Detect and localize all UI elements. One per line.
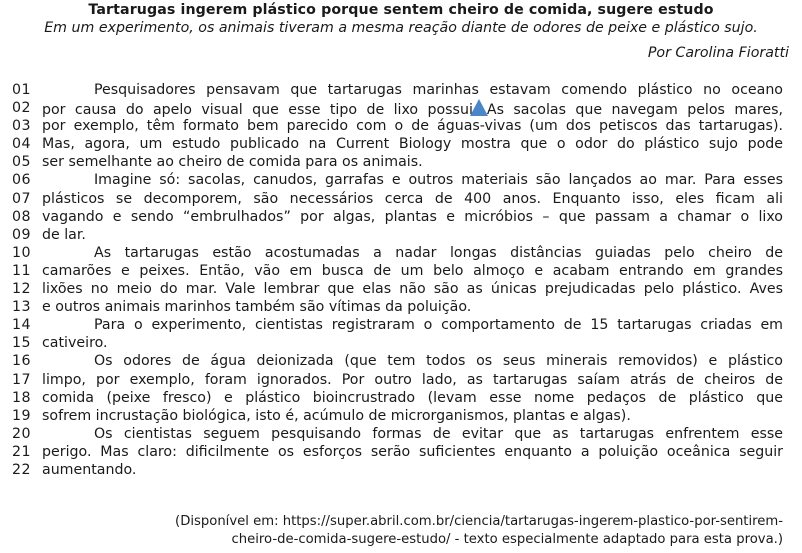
line-text: Para o experimento, cientistas registraram o comportamento de 15 tartarugas criadas em: [94, 317, 783, 334]
line-text: lixões no meio do mar. Vale lembrar que elas não são as únicas prejudicadas pelo plástico. Aves: [42, 281, 783, 298]
line-number: 06: [12, 172, 32, 189]
text-cursor-icon: [470, 99, 488, 116]
line-number: 08: [12, 208, 32, 225]
text-line-09: [0, 226, 802, 244]
source-line-2: cheiro-de-comida-sugere-estudo/ - texto especialmente adaptado para esta prova.): [231, 532, 783, 547]
text-line-19: [0, 407, 802, 425]
line-number: 02: [12, 100, 32, 117]
line-number: 14: [12, 317, 32, 334]
text-line-14: [0, 316, 802, 334]
line-number: 19: [12, 407, 32, 424]
text-line-21: [0, 443, 802, 461]
line-number: 13: [12, 299, 32, 316]
text-line-22: [0, 461, 802, 479]
line-text: Os odores de água deionizada (que tem todos os seus minerais removidos) e plástico: [94, 353, 783, 370]
line-number: 20: [12, 425, 32, 442]
line-text: sofrem incrustação biológica, isto é, acúmulo de microrganismos, plantas e algas).: [42, 407, 631, 424]
line-text: Imagine só: sacolas, canudos, garrafas e outros materiais são lançados ao mar. Para esses: [94, 172, 783, 189]
line-text: cativeiro.: [42, 335, 108, 352]
text-line-11: [0, 262, 802, 280]
text-line-02: [0, 99, 802, 117]
source-citation: [175, 513, 783, 549]
text-line-15: [0, 334, 802, 352]
article-byline: Por Carolina Fioratti: [647, 45, 789, 61]
line-number: 22: [12, 461, 32, 478]
text-line-01: [0, 81, 802, 99]
text-line-06: [0, 171, 802, 189]
text-line-08: [0, 208, 802, 226]
text-line-10: [0, 244, 802, 262]
line-number: 07: [12, 190, 32, 207]
line-text: limpo, por exemplo, foram ignorados. Por outro lado, as tartarugas saíam atrás de cheiros de: [42, 371, 783, 388]
line-number: 10: [12, 244, 32, 261]
line-text: Os cientistas seguem pesquisando formas de evitar que as tartarugas enfrentem esse: [94, 425, 783, 442]
line-number: 01: [12, 82, 32, 98]
line-text: aumentando.: [42, 461, 137, 478]
line-text: camarões e peixes. Então, vão em busca de um belo almoço e acabam entrando em grandes: [42, 262, 783, 279]
line-text: Mas, agora, um estudo publicado na Current Biology mostra que o odor do plástico sujo pode: [42, 136, 783, 153]
text-line-05: [0, 153, 802, 171]
article-body: [0, 81, 802, 479]
line-text-before-cursor: por causa do apelo visual que esse tipo de lixo possui: [42, 102, 473, 119]
line-text: plásticos se decomporem, são necessários cerca de 400 anos. Enquanto isso, eles ficam ali: [42, 190, 783, 207]
line-text: e outros animais marinhos também são vítimas da poluição.: [42, 299, 472, 316]
text-line-16: [0, 352, 802, 370]
text-line-12: [0, 280, 802, 298]
line-number: 11: [12, 262, 32, 279]
text-line-07: [0, 190, 802, 208]
line-text: [42, 99, 783, 119]
line-text: As tartarugas estão acostumadas a nadar longas distâncias guiadas pelo cheiro de: [94, 244, 783, 261]
line-number: 17: [12, 371, 32, 388]
text-line-20: [0, 425, 802, 443]
line-number: 09: [12, 226, 32, 243]
text-line-04: [0, 135, 802, 153]
line-number: 12: [12, 281, 32, 298]
line-text: vagando e sendo “embrulhados” por algas, plantas e micróbios – que passam a chamar o lixo: [42, 208, 783, 225]
article-title: Tartarugas ingerem plástico porque sentem cheiro de comida, sugere estudo: [88, 2, 714, 18]
line-number: 16: [12, 353, 32, 370]
source-line-1: (Disponível em: https://super.abril.com.br/ciencia/tartarugas-ingerem-plastico-por-sentirem-: [175, 514, 783, 529]
line-number: 15: [12, 335, 32, 352]
line-text: comida (peixe fresco) e plástico bioincrustrado (levam esse nome pedaços de plástico que: [42, 389, 783, 406]
text-line-13: [0, 298, 802, 316]
line-number: 04: [12, 136, 32, 153]
line-text: por exemplo, têm formato bem parecido com o de águas-vivas (um dos petiscos das tartarugas).: [42, 118, 783, 135]
article-subtitle: Em um experimento, os animais tiveram a mesma reação diante de odores de peixe e plástico sujo.: [44, 20, 758, 36]
line-number: 21: [12, 443, 32, 460]
text-line-18: [0, 389, 802, 407]
text-line-03: [0, 117, 802, 135]
line-text-after-cursor: As sacolas que navegam pelos mares,: [486, 102, 783, 119]
line-number: 03: [12, 118, 32, 135]
line-text: Pesquisadores pensavam que tartarugas marinhas estavam comendo plástico no oceano: [94, 82, 783, 98]
line-text: ser semelhante ao cheiro de comida para os animais.: [42, 154, 423, 171]
line-number: 18: [12, 389, 32, 406]
text-line-17: [0, 371, 802, 389]
line-text: de lar.: [42, 226, 86, 243]
line-number: 05: [12, 154, 32, 171]
line-text: perigo. Mas claro: dificilmente os esforços serão suficientes enquanto a poluição oceânica seguir: [42, 443, 783, 460]
